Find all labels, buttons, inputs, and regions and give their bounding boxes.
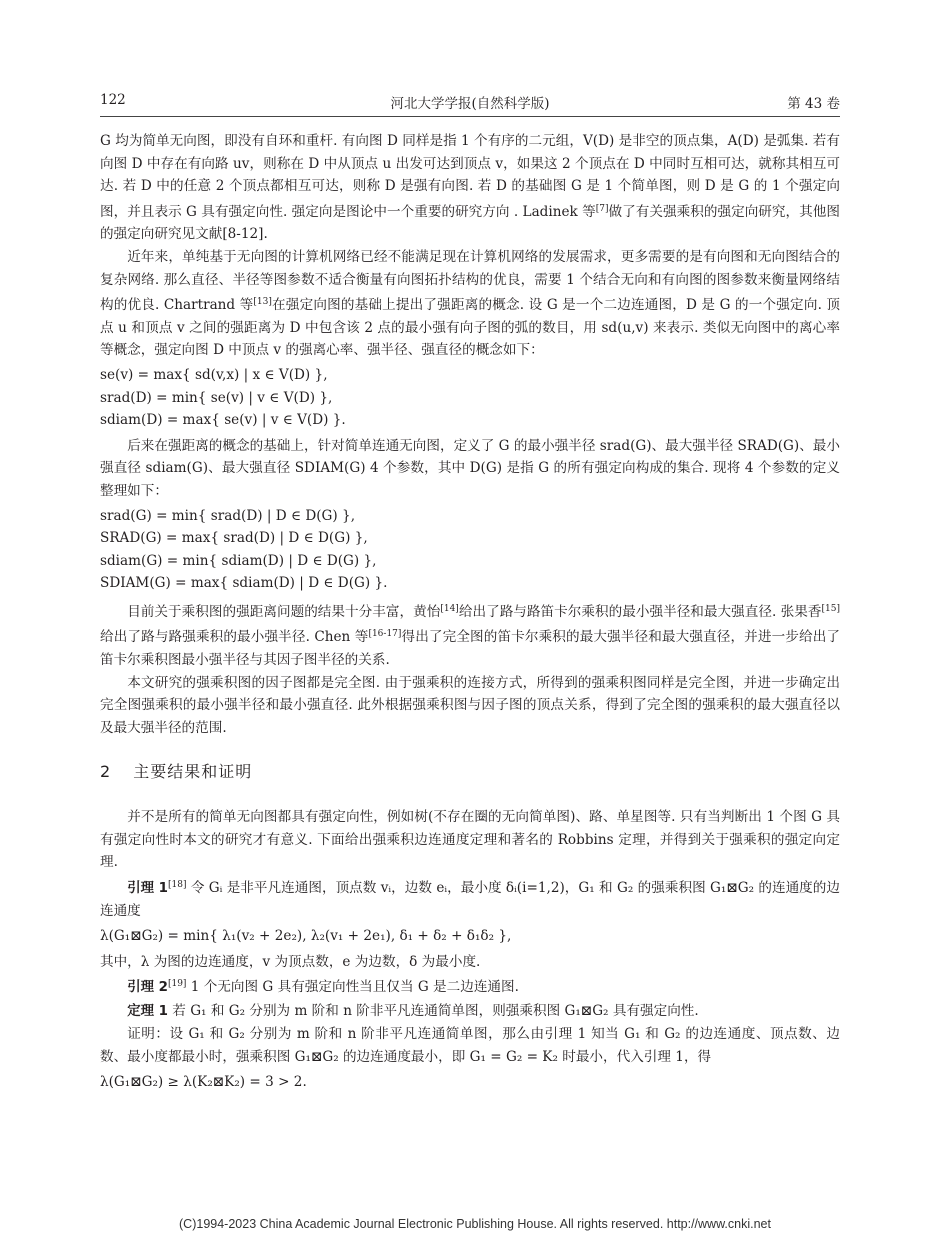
running-header [100, 92, 840, 116]
lemma-text: 令 Gᵢ 是非平凡连通图，顶点数 vᵢ，边数 eᵢ，最小度 δᵢ(i=1,2)，G₁ 和 G₂ 的强乘积图 G₁⊠G₂ 的连通度的边连通度 [100, 879, 840, 920]
equation: SRAD(G) = max{ srad(D) | D ∈ D(G) }, [100, 530, 368, 547]
paragraph-text: 做了有关强乘积的强定向研究，其他图的强定向研究见文献[8-12]. [100, 203, 840, 243]
paragraph-text: 近年来，单纯基于无向图的计算机网络已经不能满足现在计算机网络的发展需求，更多需要的是有向图和无向图结合的复杂网络. 那么直径、半径等图参数不适合衡量有向图拓扑结构的优良，需要 1 个结合无向和有向图的图参数来衡量网络结构的优良. Chartrand 等 [100, 248, 840, 314]
section-heading [100, 761, 840, 784]
citation: [18] [168, 879, 187, 890]
paragraph-contribution: 本文研究的强乘积图的因子图都是完全图. 由于强乘积的连接方式，所得到的强乘积图同样是完全图，并进一步确定出完全图强乘积的最小强半径和最小强直径. 此外根据强乘积图与因子图的顶点关系，得到了完全图的强乘积的最大强直径以及最大强半径的范围. [100, 674, 840, 736]
equation: se(v) = max{ sd(v,x) | x ∈ V(D) }, [100, 366, 328, 383]
paragraph-text: 给出了路与路强乘积的最小强半径. Chen 等 [100, 629, 369, 646]
proof: 证明：设 G₁ 和 G₂ 分别为 m 阶和 n 阶非平凡连通简单图，那么由引理 1 知当 G₁ 和 G₂ 的边连通度、顶点数、边数、最小度都最小时，强乘积图 G₁⊠G₂ 的边连通度最小，即 G₁ = G₂ = K₂ 时最小，代入引理 1，得 [100, 1026, 840, 1065]
lemma-text: 1 个无向图 G 具有强定向性当且仅当 G 是二边连通图. [190, 979, 519, 996]
paragraph-text: 得出了完全图的笛卡尔乘积的最大强半径和最大强直径，并进一步给出了笛卡尔乘积图最小强半径与其因子图半径的关系. [100, 629, 840, 669]
citation: [15] [821, 603, 840, 614]
paragraph-intro-results: 并不是所有的简单无向图都具有强定向性，例如树(不存在圈的无向简单图)、路、单星图等. 只有当判断出 1 个图 G 具有强定向性时本文的研究才有意义. 下面给出强乘积边连通度定理和著名的 Robbins 定理，并得到关于强乘积的强定向定理. [100, 809, 840, 871]
citation: [13] [253, 297, 272, 308]
equation: λ(G₁⊠G₂) ≥ λ(K₂⊠K₂) = 3 > 2. [100, 1073, 307, 1090]
theorem-1 [100, 1000, 840, 1024]
article-body [100, 130, 840, 1096]
paragraph-parameters: 后来在强距离的概念的基础上，针对简单连通无向图，定义了 G 的最小强半径 srad(G)、最大强半径 SRAD(G)、最小强直径 sdiam(G)、最大强直径 SDIAM(G) 4 个参数，其中 D(G) 是指 G 的所有强定向构成的集合. 现将 4 个参数的定义整理如下： [100, 437, 840, 499]
equation: SDIAM(G) = max{ sdiam(D) | D ∈ D(G) }. [100, 575, 388, 592]
equation-block-4 [100, 1071, 840, 1094]
section-title: 主要结果和证明 [133, 762, 253, 782]
equation-block-1 [100, 364, 840, 432]
journal-title: 河北大学学报(自然科学版) [390, 96, 550, 112]
theorem-title: 定理 1 [127, 1003, 168, 1019]
lemma-2 [100, 973, 840, 1000]
paragraph-strong-distance [100, 246, 840, 362]
header-rule [100, 116, 840, 117]
equation-block-3 [100, 925, 840, 948]
citation: [7] [595, 203, 609, 214]
equation: λ(G₁⊠G₂) = min{ λ₁(v₂ + 2e₂), λ₂(v₁ + 2e₁), δ₁ + δ₂ + δ₁δ₂ }, [100, 928, 512, 944]
equation: srad(D) = min{ se(v) | v ∈ V(D) }, [100, 389, 333, 406]
paragraph-text: G 均为简单无向图，即没有自环和重杆. 有向图 D 同样是指 1 个有序的二元组，V(D) 是非空的顶点集，A(D) 是弧集. 若有向图 D 中存在有向路 uv，则称在 D 中从顶点 u 出发可达到顶点 v，如果这 2 个顶点在 D 中同时互相可达，就称其相互可达. 若 D 中的任意 2 个顶点都相互可达，则称 D 是强有向图. 若 D 的基础图 G 是 1 个简单图，则 D 是 G 的 1 个强定向图，并且表示 G 具有强定向性. 强定向是图论中一个重要的研究方向 . Ladinek 等 [100, 133, 840, 220]
lemma-title: 引理 2 [127, 980, 168, 996]
paragraph-text: 目前关于乘积图的强距离问题的结果十分丰富，黄怡 [127, 603, 441, 620]
equation: srad(G) = min{ srad(D) | D ∈ D(G) }, [100, 507, 356, 524]
theorem-text: 若 G₁ 和 G₂ 分别为 m 阶和 n 阶非平凡连通简单图，则强乘积图 G₁⊠G₂ 具有强定向性. [172, 1002, 699, 1019]
paragraph-where: 其中，λ 为图的边连通度，v 为顶点数，e 为边数，δ 为最小度. [100, 953, 481, 970]
paragraph-text: 给出了路与路笛卡尔乘积的最小强半径和最大强直径. 张果香 [458, 603, 822, 620]
section-number: 2 [100, 762, 112, 782]
citation: [14] [440, 603, 459, 614]
lemma-title: 引理 1 [127, 880, 168, 896]
equation: sdiam(D) = max{ se(v) | v ∈ V(D) }. [100, 412, 346, 429]
paragraph-related-work [100, 598, 840, 672]
citation: [16-17] [368, 629, 402, 640]
page-number: 122 [100, 92, 126, 108]
paragraph-text: 在强定向图的基础上提出了强距离的概念. 设 G 是一个二边连通图，D 是 G 的一个强定向. 顶点 u 和顶点 v 之间的强距离为 D 中包含该 2 点的最小强有向子图的弧的数目，用 sd(u,v) 来表示. 类似无向图中的离心率等概念，强定向图 D 中顶点 v 的强离心率、强半径、强直径的概念如下： [100, 297, 840, 359]
equation-block-2 [100, 505, 840, 595]
copyright-footer: (C)1994-2023 China Academic Journal Electronic Publishing House. All rights reserved. http://www.cnki.net [179, 1217, 771, 1231]
paragraph-graph-definitions [100, 130, 840, 246]
citation: [19] [167, 979, 187, 990]
equation: sdiam(G) = min{ sdiam(D) | D ∈ D(G) }, [100, 552, 377, 569]
volume-label: 第 43 卷 [787, 96, 840, 112]
lemma-1 [100, 874, 840, 923]
